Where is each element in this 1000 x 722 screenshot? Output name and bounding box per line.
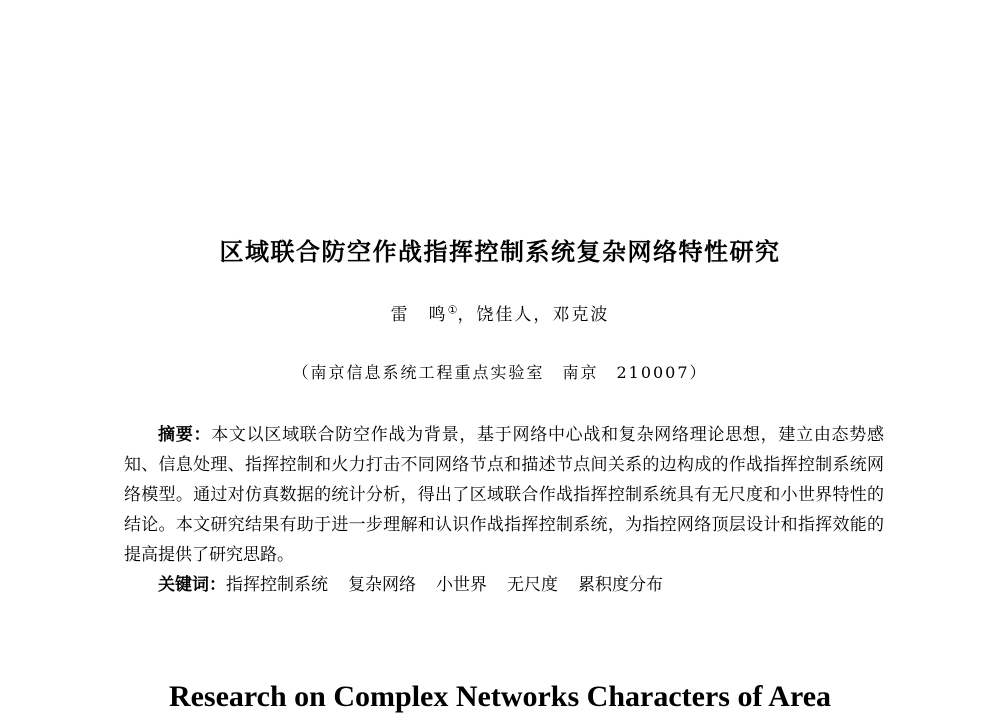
author-footnote-mark: ① (447, 303, 458, 317)
author-rest: ，饶佳人，邓克波 (457, 305, 610, 325)
abstract-text: 本文以区域联合防空作战为背景，基于网络中心战和复杂网络理论思想，建立由态势感知、信息处理、指挥控制和火力打击不同网络节点和描述节点间关系的边构成的作战指挥控制系统网络模型。通过对仿真数据的统计分析，得出了区域联合作战指挥控制系统具有无尺度和小世界特性的结论。本文研究结果有助于进一步理解和认识作战指挥控制系统，为指控网络顶层设计和指挥效能的提高提供了研究思路。 (124, 425, 885, 565)
abstract-paragraph (124, 420, 884, 570)
abstract-label: 摘要： (158, 425, 212, 445)
keywords-line (124, 570, 884, 600)
paper-title-cn: 区域联合防空作战指挥控制系统复杂网络特性研究 (219, 238, 781, 266)
keywords-label: 关键词： (158, 575, 226, 595)
keyword-item: 累积度分布 (578, 575, 663, 595)
paper-title-en: Research on Complex Networks Characters of Area (168, 680, 832, 713)
keyword-item: 无尺度 (507, 575, 558, 595)
keyword-item: 小世界 (436, 575, 487, 595)
affiliation: （南京信息系统工程重点实验室 南京 210007） (292, 363, 708, 382)
author-first: 雷 鸣 (390, 305, 448, 325)
abstract-block (124, 420, 884, 600)
keyword-item: 复杂网络 (348, 575, 416, 595)
author-line (0, 300, 1000, 325)
keyword-item: 指挥控制系统 (226, 575, 328, 595)
